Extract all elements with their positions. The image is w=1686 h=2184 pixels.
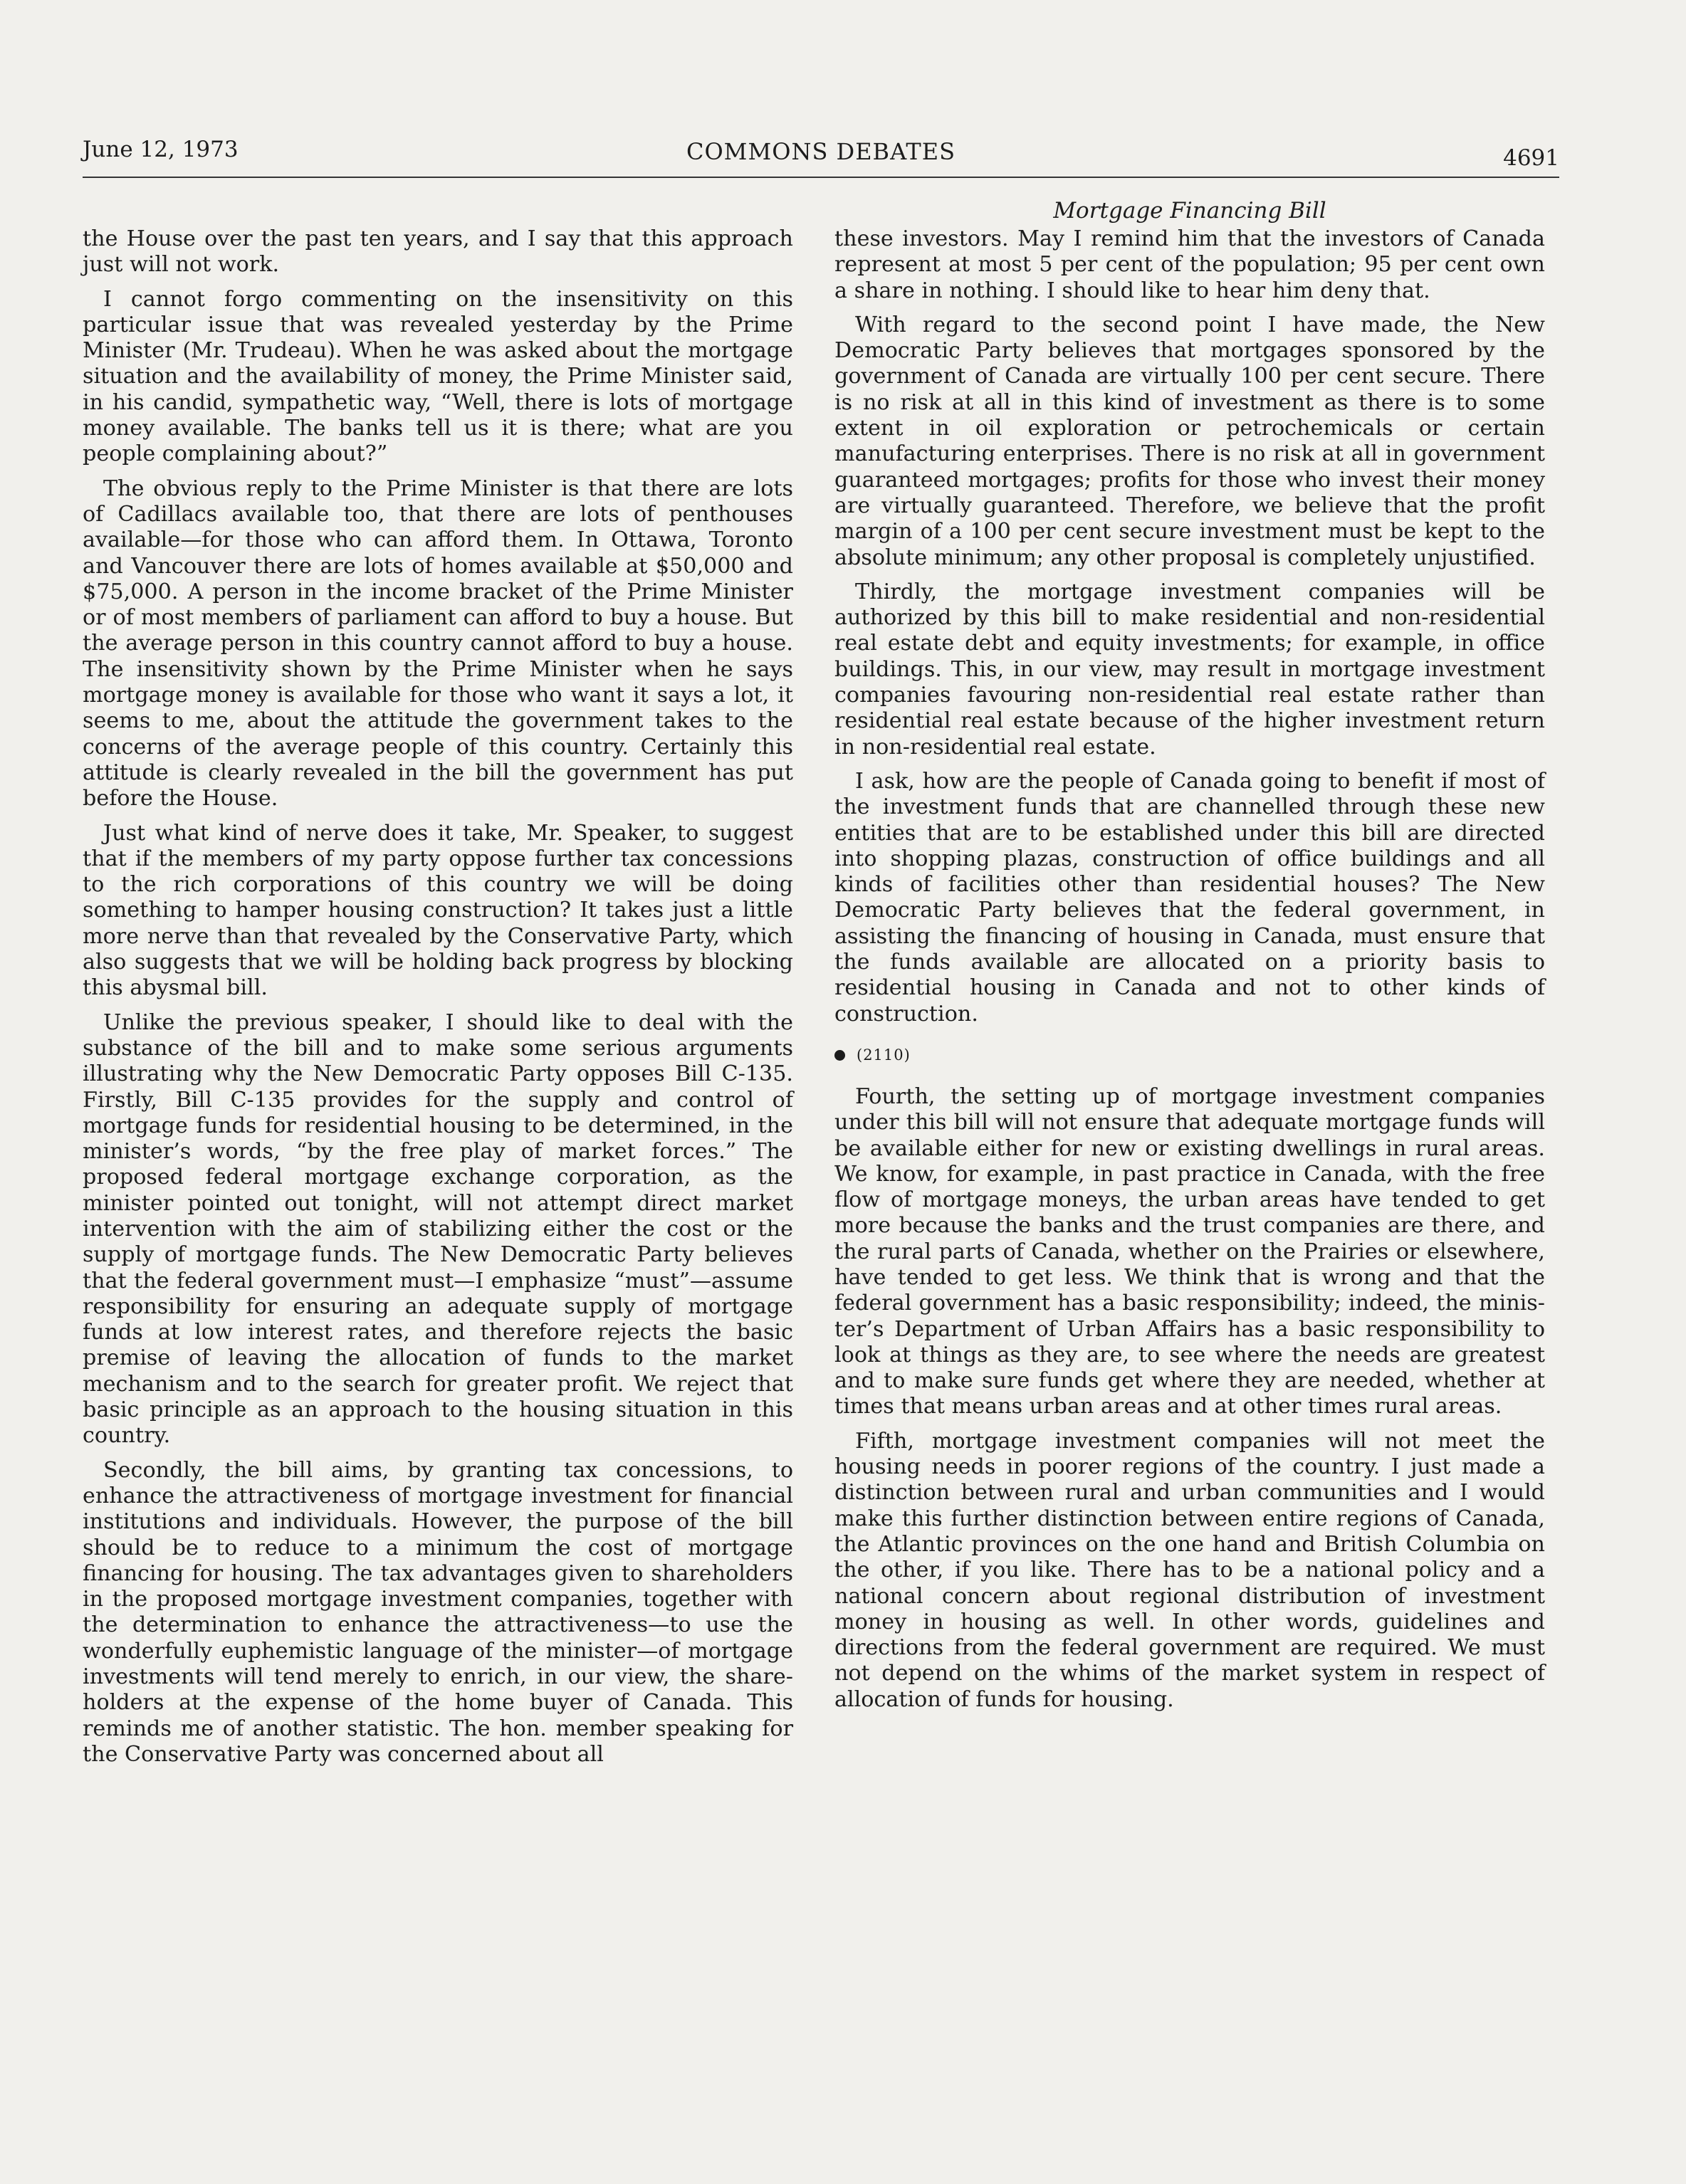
bullet-icon: [834, 1050, 845, 1061]
header-page-number: 4691: [1503, 145, 1559, 171]
paragraph: Fourth, the setting up of mortgage investment companies under this bill will not ensure that adequate mortgage funds will be available either for new or existing dwellings in rural areas. We know, for example, in past practice in Canada, with the free flow of mortgage moneys, the urban areas have tended to get more because the banks and the trust companies are there, and the rural parts of Canada, whether on the Prairies or elsewhere, have tended to get less. We think that is wrong and that the federal government has a basic responsibility; indeed, the minister’s Department of Urban Affairs has a basic responsibility to look at things as they are, to see where the needs are greatest and to make sure funds get where they are needed, whether at times that means urban areas and at other times rural areas.: [834, 1083, 1545, 1419]
paragraph: these investors. May I remind him that the investors of Canada represent at most 5 per cent of the population; 95 per cent own a share in nothing. I should like to hear him deny that.: [834, 226, 1545, 303]
right-column: [834, 226, 1545, 1721]
header-title: COMMONS DEBATES: [686, 138, 956, 165]
paragraph: I ask, how are the people of Canada going to benefit if most of the investment funds that are channelled through these new entities that are to be established under this bill are directed into shopping plazas, construction of office buildings and all kinds of facilities other than residential houses? The New Democratic Party believes that the federal government, in assisting the financing of housing in Canada, must ensure that the funds available are allocated on a priority basis to residential housing in Canada and not to other kinds of construction.: [834, 768, 1545, 1027]
page-header: [83, 137, 1559, 178]
paragraph: Unlike the previous speaker, I should like to deal with the substance of the bill and to make some serious arguments illustrating why the New Democratic Party opposes Bill C-135. Firstly, Bill C-135 provides for the supply and control of mortgage funds for residential housing to be determined, in the minister’s words, “by the free play of market forces.” The proposed federal mortgage exchange corporation, as the minister pointed out tonight, will not attempt direct market intervention with the aim of stabilizing either the cost or the supply of mortgage funds. The New Democratic Party believes that the federal government must—I emphasize “must”—assume responsibility for ensuring an adequate supply of mortgage funds at low interest rates, and therefore rejects the basic premise of leaving the allocation of funds to the market mechanism and to the search for greater profit. We reject that basic principle as an approach to the housing situation in this country.: [83, 1009, 793, 1449]
paragraph: Fifth, mortgage investment companies will not meet the housing needs in poorer regions of the country. I just made a distinction between rural and urban communities and I would make this further distinction between entire regions of Canada, the Atlantic provinces on the one hand and British Columbia on the other, if you like. There has to be a national policy and a national concern about regional distribution of investment money in housing as well. In other words, guidelines and directions from the federal government are required. We must not depend on the whims of the market system in respect of allocation of funds for housing.: [834, 1428, 1545, 1712]
paragraph: the House over the past ten years, and I say that this approach just will not work.: [83, 226, 793, 278]
paragraph: I cannot forgo commenting on the insensitivity on this particular issue that was revealed yesterday by the Prime Minister (Mr. Trudeau). When he was asked about the mortgage situation and the availability of money, the Prime Minister said, in his candid, sympathetic way, “Well, there is lots of mortgage money available. The banks tell us it is there; what are you people complaining about?”: [83, 286, 793, 467]
paragraph: With regard to the second point I have made, the New Democratic Party believes that mortgages sponsored by the government of Canada are virtually 100 per cent secure. There is no risk at all in this kind of investment as there is to some extent in oil exploration or petrochemicals or certain manufacturing enterprises. There is no risk at all in government guaranteed mortgages; profits for those who invest their money are virtually guaranteed. Therefore, we believe that the profit margin of a 100 per cent secure investment must be kept to the absolute minimum; any other proposal is completely unjustified.: [834, 312, 1545, 570]
left-column: [83, 226, 793, 1776]
time-marker-text: (2110): [857, 1046, 911, 1064]
running-head: Mortgage Financing Bill: [1053, 198, 1326, 224]
paragraph: Secondly, the bill aims, by granting tax concessions, to enhance the attractiveness of mortgage investment for financial institutions and individuals. However, the purpose of the bill should be to reduce to a minimum the cost of mortgage financing for housing. The tax advantages given to shareholders in the proposed mortgage investment companies, together with the determination to enhance the attractiveness—to use the wonderfully euphemistic language of the minister—of mortgage investments will tend merely to enrich, in our view, the shareholders at the expense of the home buyer of Canada. This reminds me of another statistic. The hon. member speaking for the Conservative Party was concerned about all: [83, 1457, 793, 1767]
time-marker: [834, 1044, 1545, 1066]
paragraph: Thirdly, the mortgage investment companies will be authorized by this bill to make residential and non-residential real estate debt and equity investments; for example, in office buildings. This, in our view, may result in mortgage investment companies favouring non-residential real estate rather than residential real estate because of the higher investment return in non-residential real estate.: [834, 579, 1545, 760]
paragraph: The obvious reply to the Prime Minister is that there are lots of Cadillacs available too, that there are lots of penthouses available—for those who can afford them. In Ottawa, Toronto and Vancouver there are lots of homes available at $50,000 and $75,000. A person in the income bracket of the Prime Minister or of most members of parliament can afford to buy a house. But the average person in this country cannot afford to buy a house. The insensitivity shown by the Prime Minister when he says mortgage money is available for those who want it says a lot, it seems to me, about the attitude the government takes to the concerns of the average people of this country. Certainly this attitude is clearly revealed in the bill the government has put before the House.: [83, 476, 793, 812]
paragraph: Just what kind of nerve does it take, Mr. Speaker, to suggest that if the members of my party oppose further tax concessions to the rich corporations of this country we will be doing something to hamper housing construction? It takes just a little more nerve than that revealed by the Conservative Party, which also suggests that we will be holding back progress by blocking this abysmal bill.: [83, 820, 793, 1001]
header-date: June 12, 1973: [83, 137, 239, 162]
